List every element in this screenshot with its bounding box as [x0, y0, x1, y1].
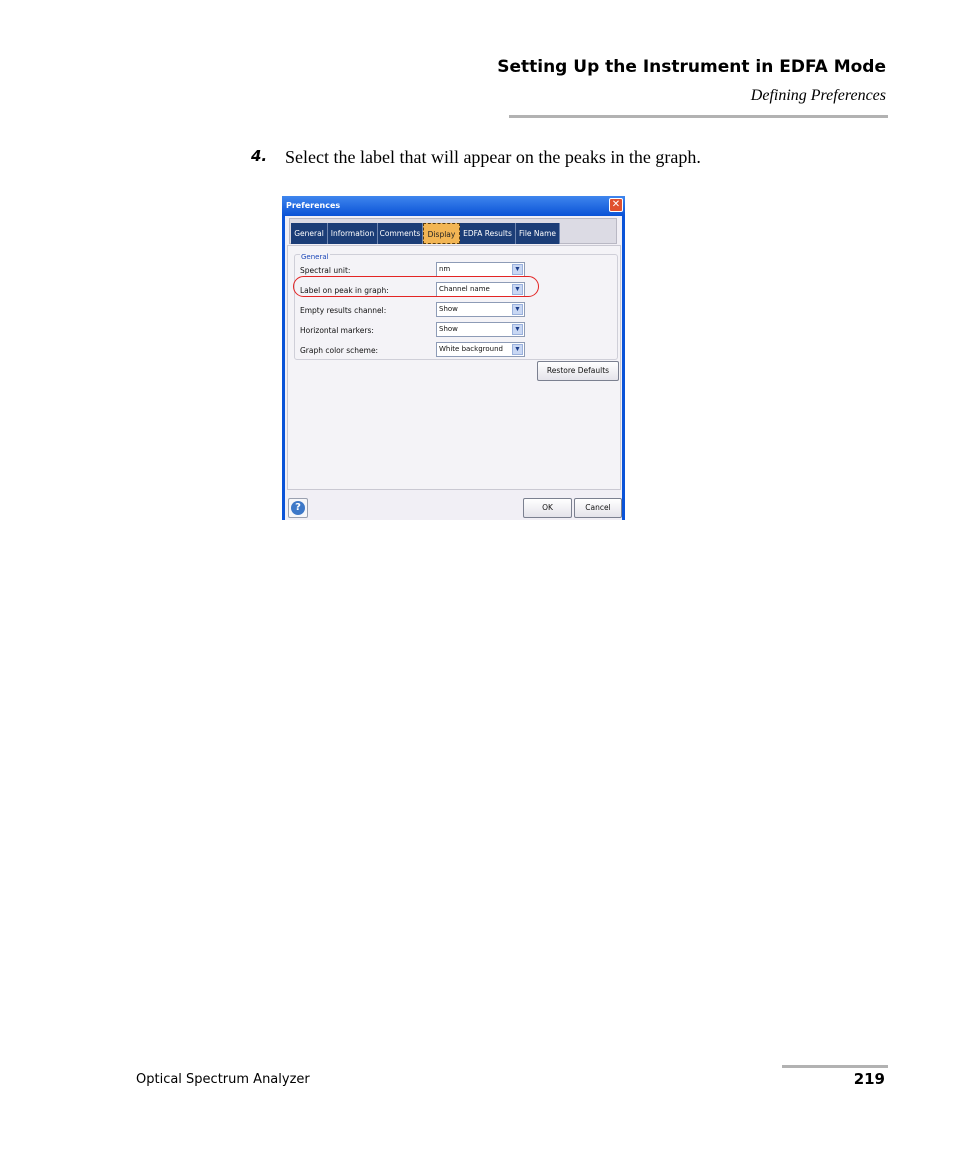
chevron-down-icon[interactable]: ▼ [512, 304, 523, 315]
graph-color-scheme-label: Graph color scheme: [300, 346, 379, 355]
tab-comments[interactable]: Comments [378, 223, 423, 244]
cancel-button[interactable]: Cancel [574, 498, 622, 518]
select-value: Show [439, 305, 458, 313]
tab-display[interactable]: Display [423, 223, 460, 244]
header-subtitle: Defining Preferences [750, 87, 886, 104]
tab-bar [289, 218, 617, 244]
empty-results-channel-label: Empty results channel: [300, 306, 387, 315]
horizontal-markers-label: Horizontal markers: [300, 326, 374, 335]
highlight-ellipse [293, 276, 539, 297]
dialog-title: Preferences [286, 201, 341, 210]
chevron-down-icon[interactable]: ▼ [512, 264, 523, 275]
header-rule [509, 115, 888, 118]
dialog-client [285, 216, 622, 520]
group-title: General [301, 253, 329, 261]
tab-general[interactable]: General [291, 223, 328, 244]
graph-color-scheme-select[interactable] [436, 342, 525, 357]
chevron-down-icon[interactable]: ▼ [512, 284, 523, 295]
preferences-dialog [282, 196, 625, 520]
tab-panel-display [287, 245, 621, 490]
label-on-peak-label: Label on peak in graph: [300, 286, 389, 295]
help-icon: ? [291, 501, 305, 515]
restore-defaults-button[interactable]: Restore Defaults [537, 361, 619, 381]
general-group [294, 254, 618, 360]
step-text: Select the label that will appear on the peaks in the graph. [285, 147, 701, 167]
horizontal-markers-select[interactable] [436, 322, 525, 337]
step-number: 4. [251, 147, 268, 165]
help-button[interactable] [288, 498, 308, 518]
tab-edfa-results[interactable]: EDFA Results [460, 223, 516, 244]
footer-product-name: Optical Spectrum Analyzer [136, 1072, 310, 1087]
tab-information[interactable]: Information [328, 223, 378, 244]
tab-file-name[interactable]: File Name [516, 223, 560, 244]
footer-rule [782, 1065, 888, 1068]
page-number: 219 [853, 1070, 885, 1088]
select-value: White background [439, 345, 503, 353]
select-value: Show [439, 325, 458, 333]
chevron-down-icon[interactable]: ▼ [512, 344, 523, 355]
spectral-unit-select[interactable] [436, 262, 525, 277]
dialog-titlebar [282, 196, 625, 216]
header-title: Setting Up the Instrument in EDFA Mode [497, 57, 886, 77]
spectral-unit-label: Spectral unit: [300, 266, 351, 275]
ok-button[interactable]: OK [523, 498, 572, 518]
select-value: nm [439, 265, 451, 273]
chevron-down-icon[interactable]: ▼ [512, 324, 523, 335]
close-icon[interactable]: ✕ [609, 198, 623, 212]
empty-results-channel-select[interactable] [436, 302, 525, 317]
select-value: Channel name [439, 285, 490, 293]
